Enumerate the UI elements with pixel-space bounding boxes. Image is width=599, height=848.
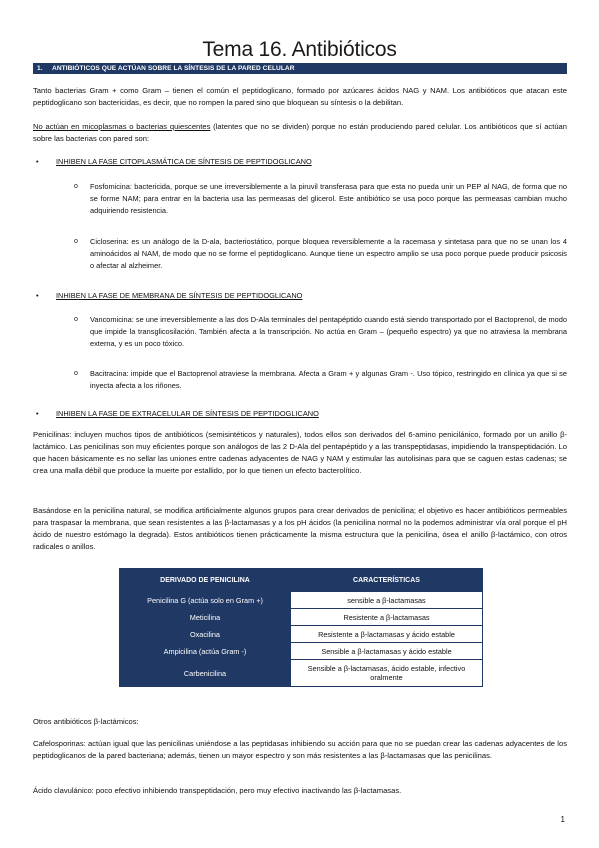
table-cell-caracteristicas: Resistente a β-lactamasas — [291, 609, 483, 626]
table-row — [120, 609, 483, 626]
list-item-cicloserina — [58, 236, 567, 276]
list-item-vancomicina — [58, 314, 567, 354]
list-item-fosfomicina — [58, 181, 567, 221]
mycoplasma-paragraph — [33, 121, 567, 145]
section-heading — [33, 63, 567, 74]
penicilinas-paragraph: Penicilinas: incluyen muchos tipos de antibióticos (semisintéticos y naturales), todos ellos son derivados del 6-amino penicilánico, formado por un anillo β-lactámico. Las penicilinas son muy eficientes porque son análogos de las 2 D-Ala del pentapéptido y a las transpeptidasas, impidiendo la transpeptidación. Lo que hacen básicamente es no sellar las uniones entre cadenas adyacentes de NAG y NAM y estimular las autolisinas para que se caguen estas cadenas; se crea una malla débil que produce la muerte por estallido, por lo que tienen un efecto bacterolítico. — [33, 430, 567, 475]
table-cell-caracteristicas: Sensible a β-lactamasas y ácido estable — [291, 643, 483, 660]
table-cell-caracteristicas: Sensible a β-lactamasas, ácido estable, infectivo oralmente — [291, 660, 483, 687]
table-cell-caracteristicas: sensible a β-lactamasas — [291, 592, 483, 609]
bacitracina-text: Bacitracina: impide que el Bactoprenol atraviese la membrana. Afecta a Gram + y algunas Gram -. Uso tópico, restringido en clínica ya que si se inyecta afecta a los riñones. — [90, 369, 567, 390]
penicillin-derivatives-table — [119, 568, 483, 687]
table-cell-caracteristicas: Resistente a β-lactamasas y ácido estable — [291, 626, 483, 643]
intro-paragraph: Tanto bacterias Gram + como Gram – tienen el común el peptidoglicano, formado por azúcares ácidos NAG y NAM. Los antibióticos que atacan este peptidoglicano son bactericidas, es decir, que no rompen la pared sino que bloquean su síntesis o la debilitan. — [33, 86, 567, 107]
vancomicina-text: Vancomicina: se une irreversiblemente a las dos D-Ala terminales del pentapéptido cuando está siendo transportado por el Bactoprenol, de modo que impide la transglicosilación. También afecta a la transcripción. No actúa en Gram – (pequeño espectro) ya que no atraviesa la membrana externa, y es un poco tóxico. — [90, 315, 567, 348]
table-header-derivado: DERIVADO DE PENICILINA — [120, 569, 291, 592]
cicloserina-text: Cicloserina: es un análogo de la D-ala, bacteriostático, porque bloquea reversiblemente a la racemasa y sintetasa para que no se unan los 4 aminoácidos al NAM, de modo que no se forme el peptidoglicano. Aunque tiene un espectro amplio se usa poco porque puede producir psicosis o afectar al alzheimer. — [90, 237, 567, 270]
page-title: Tema 16. Antibióticos — [202, 38, 397, 61]
basandose-paragraph: Basándose en la penicilina natural, se modifica artificialmente algunos grupos para crear derivados de penicilina; el objetivo es hacer antibióticos permeables para traspasar la membrana, que sean resistentes a las β-lactamasas y a los pH ácidos (la penicilina normal no la podemos administrar vía oral porque el pH ácido de nuestro estómago la degrada). Estos antibióticos tienen prácticamente la misma estructura que la penicilina, ósea el anillo β-lactámico, con otros radicales o anillos. — [33, 506, 567, 551]
table-header-row — [120, 569, 483, 592]
table-header-caracteristicas: CARACTERÍSTICAS — [291, 569, 483, 592]
fosfomicina-text: Fosfomicina: bactericida, porque se une irreversiblemente a la piruvil transferasa para que esta no pueda unir un PEP al NAG, de forma que no se forme NAM; para entrar en la bacteria usa las permeasas del glicerol. Este antibiótico se usa poco porque las permeasas cambian mucho adquiriendo resistencia. — [90, 182, 567, 215]
heading-cytoplasmic: • INHIBEN LA FASE CITOPLASMÁTICA DE SÍNTESIS DE PEPTIDOGLICANO — [36, 157, 312, 166]
heading-extracellular: • INHIBEN LA FASE DE EXTRACELULAR DE SÍNTESIS DE PEPTIDOGLICANO — [36, 409, 319, 418]
table-row — [120, 660, 483, 687]
otros-heading: Otros antibióticos β-lactámicos: — [33, 717, 139, 726]
cefalosporinas-paragraph: Cafelosporinas: actúan igual que las penicilinas uniéndose a las peptidasas inhibiendo su acción para que no se puedan crear las cadenas adyacentes de los peptidoglicanos de la pared bacteriana; además, tienen un mayor espectro y son más resistentes a las β-lactamasas que las penicilinas. — [33, 739, 567, 760]
bullet-icon: • — [36, 291, 39, 300]
mycoplasma-rest: (latentes que no se dividen) porque no están produciendo pared celular. Los antibióticos que sí actúan sobre las bacterias con pared son: — [33, 122, 567, 143]
mycoplasma-underlined: No actúan en micoplasmas o bacterias quiescentes — [33, 122, 211, 131]
list-item-bacitracina — [58, 368, 567, 396]
table-row — [120, 626, 483, 643]
page-number: 1 — [560, 815, 565, 824]
circle-bullet-icon: o — [74, 316, 78, 323]
table-row — [120, 592, 483, 609]
table-cell-derivado: Meticilina — [120, 609, 291, 626]
heading-membrane: • INHIBEN LA FASE DE MEMBRANA DE SÍNTESIS DE PEPTIDOGLICANO — [36, 291, 303, 300]
circle-bullet-icon: o — [74, 238, 78, 245]
table-row — [120, 643, 483, 660]
table-cell-derivado: Carbenicilina — [120, 660, 291, 687]
bullet-icon: • — [36, 157, 39, 166]
bullet-icon: • — [36, 409, 39, 418]
table-cell-derivado: Penicilina G (actúa solo en Gram +) — [120, 592, 291, 609]
circle-bullet-icon: o — [74, 370, 78, 377]
table-cell-derivado: Oxacilina — [120, 626, 291, 643]
section-label: ANTIBIÓTICOS QUE ACTÚAN SOBRE LA SÍNTESIS DE LA PARED CELULAR — [52, 65, 295, 72]
section-number: 1. — [37, 65, 43, 72]
circle-bullet-icon: o — [74, 183, 78, 190]
clavulanico-paragraph: Ácido clavulánico: poco efectivo inhibiendo transpeptidación, pero muy efectivo inactivando las β-lactamasas. — [33, 786, 402, 795]
table-cell-derivado: Ampicilina (actúa Gram -) — [120, 643, 291, 660]
